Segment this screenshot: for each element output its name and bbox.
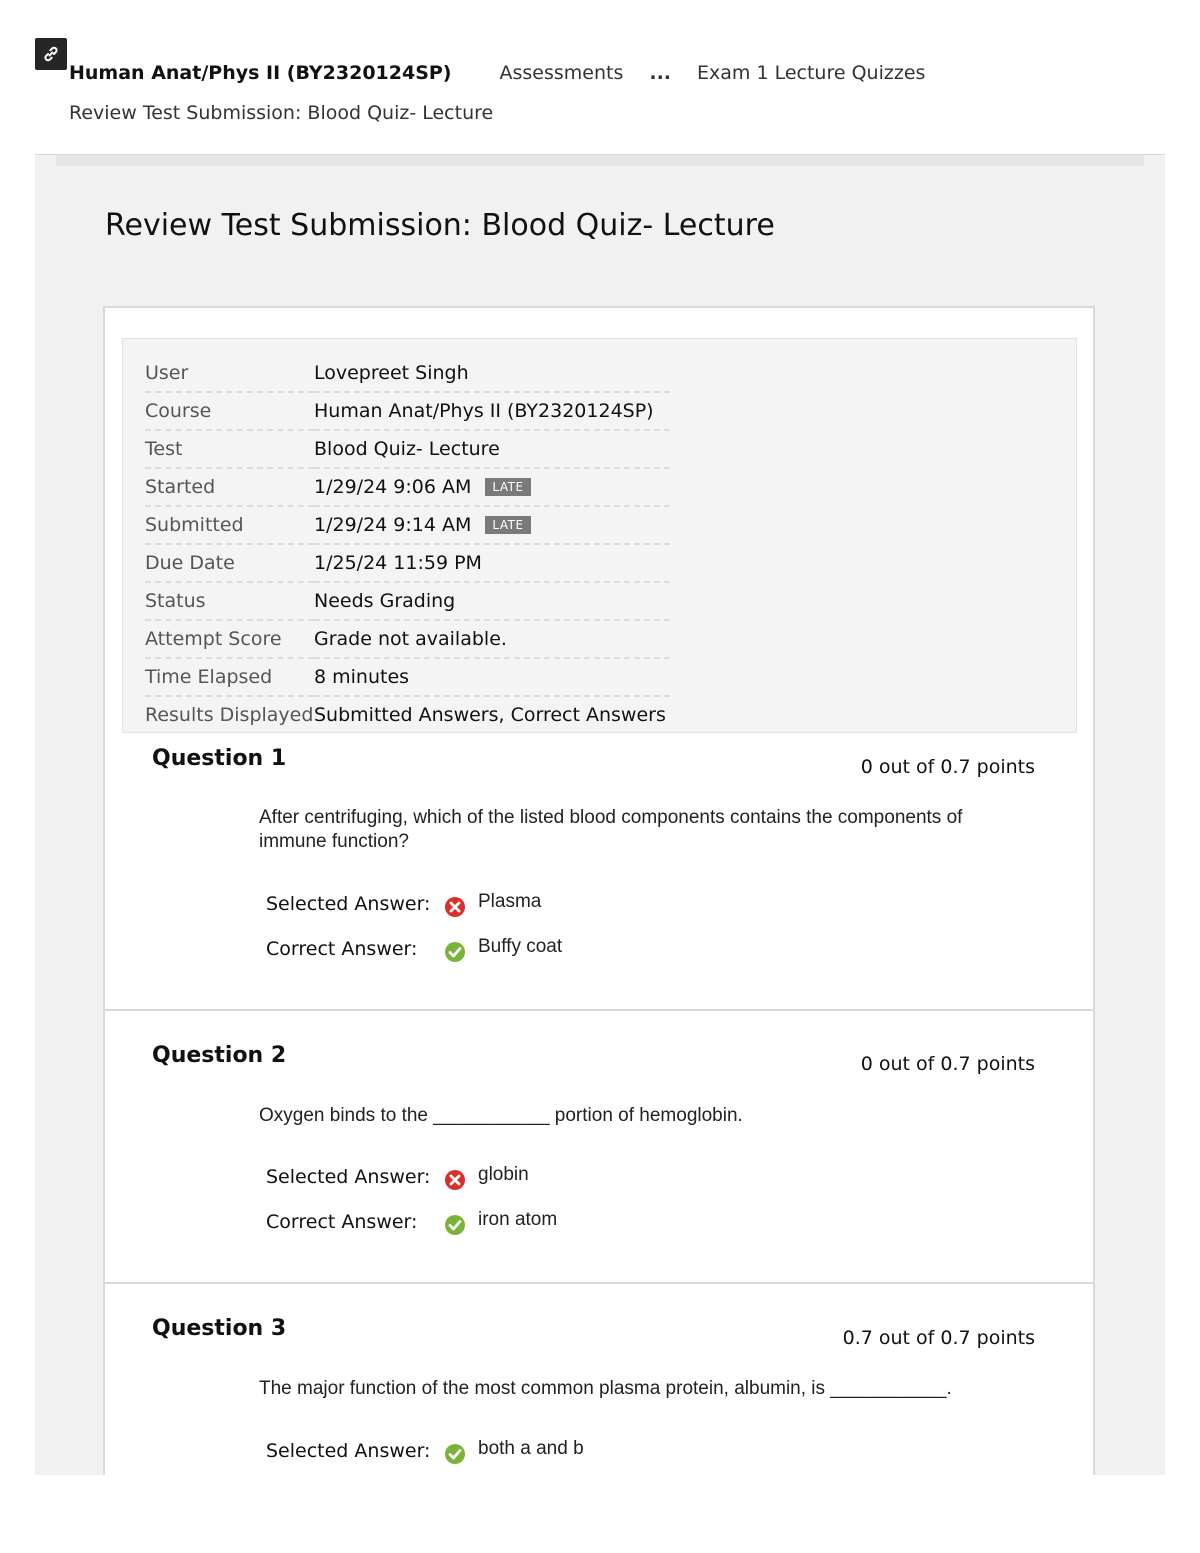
- info-label: Due Date: [145, 544, 314, 582]
- correct-icon: [444, 941, 466, 963]
- info-row-results-displayed: [145, 696, 670, 733]
- link-icon: [42, 45, 60, 63]
- submission-info: [122, 338, 1077, 733]
- question-divider: [105, 1009, 1093, 1011]
- selected-answer-label: Selected Answer:: [266, 893, 431, 915]
- correct-answer-label: Correct Answer:: [266, 938, 418, 960]
- content-top-strip: [56, 155, 1144, 166]
- breadcrumb: [69, 62, 925, 84]
- info-row-course: [145, 392, 670, 430]
- info-value: 1/29/24 9:06 AM: [314, 476, 472, 498]
- info-row-submitted: [145, 506, 670, 544]
- late-badge: LATE: [485, 516, 530, 534]
- question-2-correct-answer: [266, 1208, 557, 1236]
- page-title: Review Test Submission: Blood Quiz- Lecture: [105, 208, 775, 243]
- question-divider: [105, 1282, 1093, 1284]
- incorrect-icon: [444, 896, 466, 918]
- info-label: Attempt Score: [145, 620, 314, 658]
- correct-icon: [444, 1214, 466, 1236]
- submission-info-table: [145, 355, 670, 733]
- question-2-selected-answer: [266, 1163, 529, 1191]
- question-2-title: Question 2: [152, 1043, 287, 1068]
- info-row-due-date: [145, 544, 670, 582]
- info-value: Submitted Answers, Correct Answers: [314, 704, 666, 726]
- submission-panel: [103, 306, 1095, 1475]
- incorrect-icon: [444, 1169, 466, 1191]
- selected-answer-label: Selected Answer:: [266, 1166, 431, 1188]
- question-3-points: 0.7 out of 0.7 points: [842, 1327, 1035, 1349]
- info-label: Submitted: [145, 506, 314, 544]
- question-1-correct-answer: [266, 935, 562, 963]
- correct-answer-label: Correct Answer:: [266, 1211, 418, 1233]
- question-1-title: Question 1: [152, 746, 287, 771]
- question-3-selected-answer: [266, 1437, 584, 1465]
- info-value: 8 minutes: [314, 658, 670, 696]
- info-label: User: [145, 355, 314, 392]
- info-row-time-elapsed: [145, 658, 670, 696]
- info-row-started: [145, 468, 670, 506]
- correct-answer-value: Buffy coat: [478, 936, 563, 957]
- question-1-selected-answer: [266, 890, 541, 918]
- question-2-text: Oxygen binds to the ___________ portion of hemoglobin.: [259, 1105, 743, 1126]
- breadcrumb-course[interactable]: Human Anat/Phys II (BY2320124SP): [69, 62, 452, 84]
- breadcrumb-exam-quizzes[interactable]: Exam 1 Lecture Quizzes: [697, 62, 926, 84]
- info-value: 1/25/24 11:59 PM: [314, 544, 670, 582]
- question-2-points: 0 out of 0.7 points: [860, 1053, 1035, 1075]
- info-value: Blood Quiz- Lecture: [314, 430, 670, 468]
- info-label: Course: [145, 392, 314, 430]
- question-1-text: After centrifuging, which of the listed blood components contains the components of immune function?: [259, 807, 963, 852]
- info-row-status: [145, 582, 670, 620]
- breadcrumb-ellipsis[interactable]: ...: [649, 62, 672, 84]
- selected-answer-value: both a and b: [478, 1438, 584, 1459]
- breadcrumb-assessments[interactable]: Assessments: [499, 62, 624, 84]
- selected-answer-value: Plasma: [478, 891, 542, 912]
- info-label: Status: [145, 582, 314, 620]
- info-row-user: [145, 355, 670, 392]
- question-3-title: Question 3: [152, 1316, 287, 1341]
- info-value-cell: [314, 468, 670, 506]
- selected-answer-label: Selected Answer:: [266, 1440, 431, 1462]
- info-value: Lovepreet Singh: [314, 355, 670, 392]
- info-value: Human Anat/Phys II (BY2320124SP): [314, 392, 670, 430]
- question-3-text: The major function of the most common plasma protein, albumin, is ___________.: [259, 1378, 952, 1399]
- breadcrumb-current: Review Test Submission: Blood Quiz- Lecture: [69, 102, 494, 124]
- info-value: Grade not available.: [314, 620, 670, 658]
- info-row-attempt-score: [145, 620, 670, 658]
- content-area: [35, 155, 1165, 1475]
- info-label: Results Displayed: [145, 704, 314, 726]
- info-label: Started: [145, 468, 314, 506]
- selected-answer-value: globin: [478, 1164, 529, 1185]
- question-1-points: 0 out of 0.7 points: [860, 756, 1035, 778]
- correct-answer-value: iron atom: [478, 1209, 558, 1230]
- late-badge: LATE: [485, 478, 530, 496]
- info-value-cell: [314, 506, 670, 544]
- info-row-test: [145, 430, 670, 468]
- info-label: Time Elapsed: [145, 658, 314, 696]
- correct-icon: [444, 1443, 466, 1465]
- course-menu-button[interactable]: [35, 38, 67, 70]
- info-label: Test: [145, 430, 314, 468]
- info-value: 1/29/24 9:14 AM: [314, 514, 472, 536]
- info-value: Needs Grading: [314, 582, 670, 620]
